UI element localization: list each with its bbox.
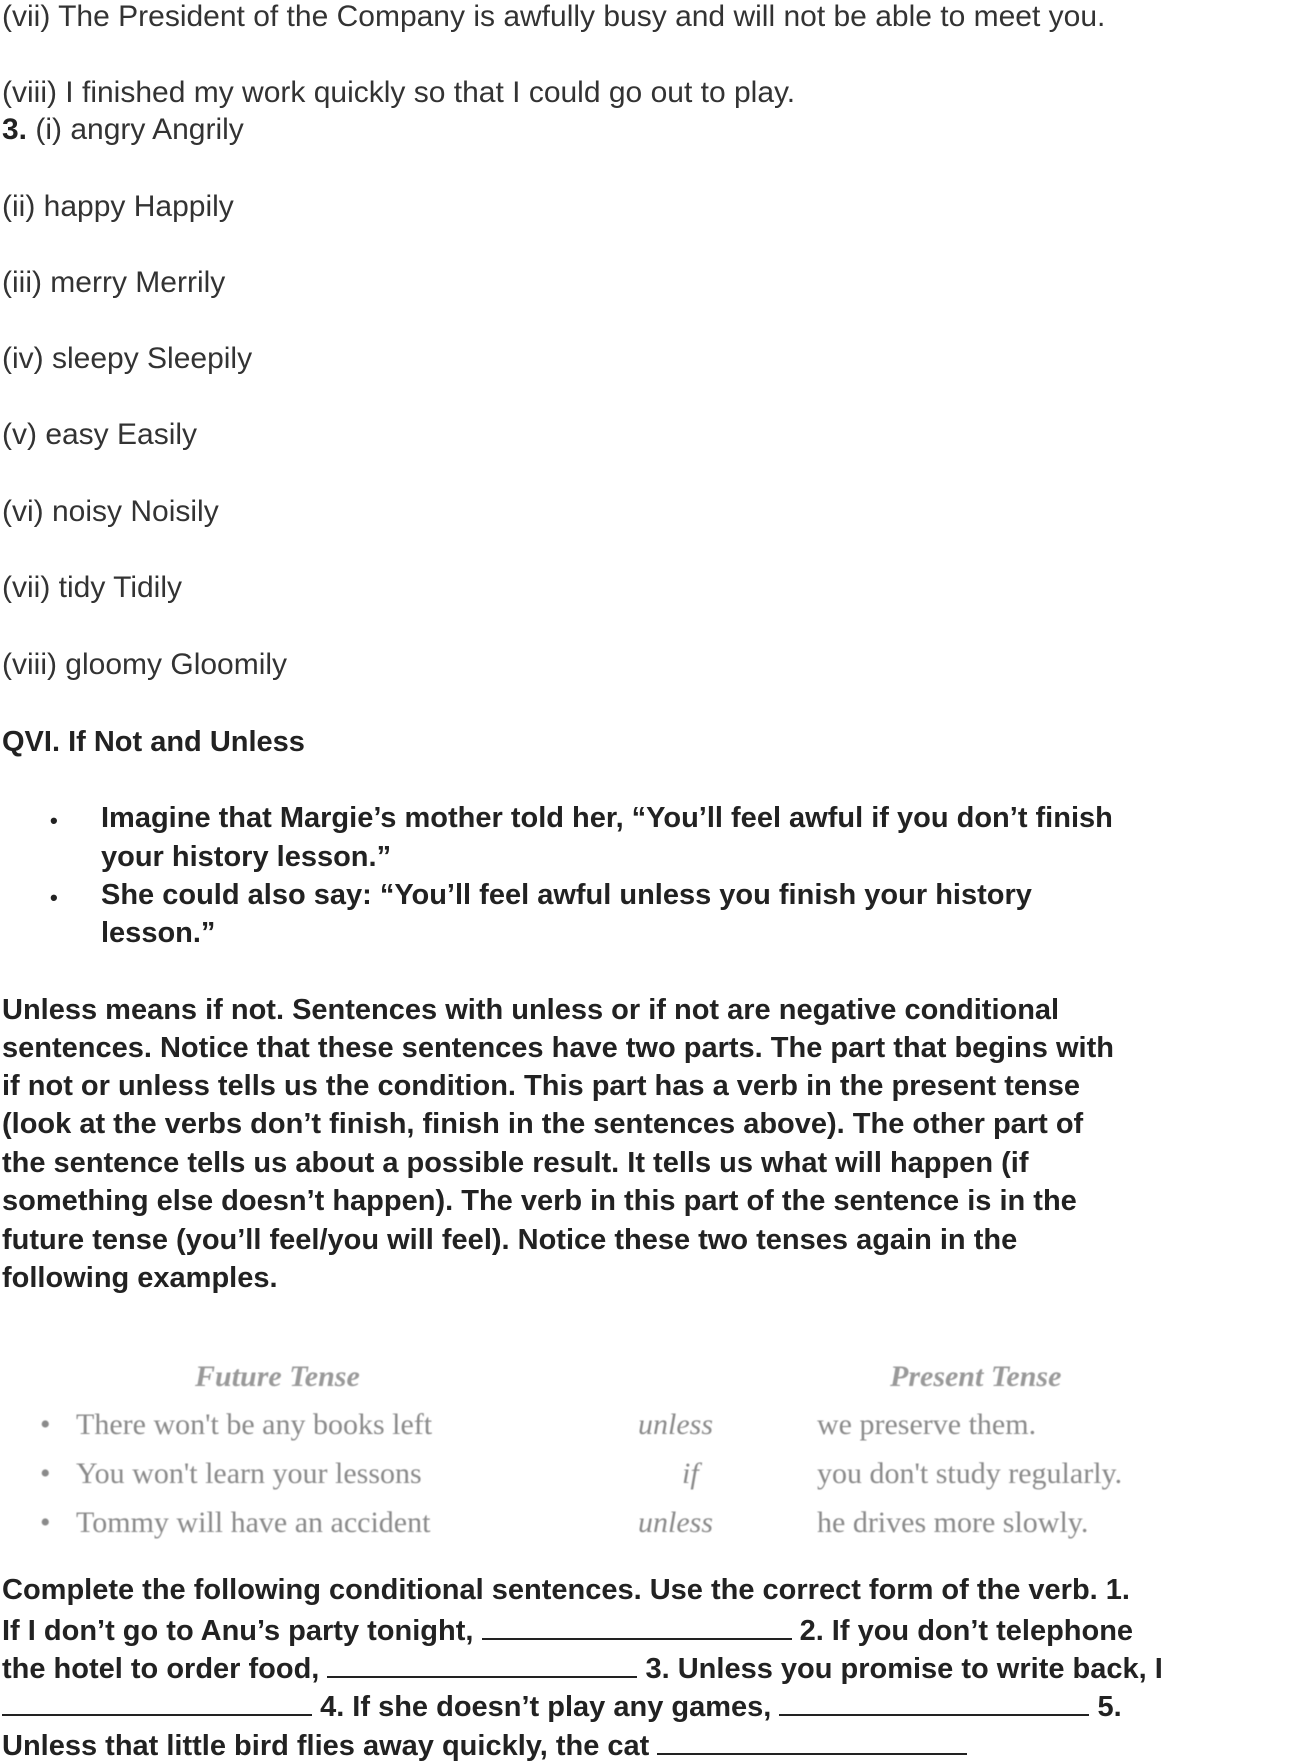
bullet-icon: • <box>40 1457 51 1490</box>
example-conjunction: if <box>682 1457 699 1490</box>
header-future-tense: Future Tense <box>195 1360 360 1393</box>
bullet-1-line-1: Imagine that Margie’s mother told her, “You’ll feel awful if you don’t finish <box>101 802 1113 834</box>
exercise-text: 5. <box>1097 1691 1122 1723</box>
example-present: we preserve them. <box>817 1408 1037 1441</box>
exercise-text: Unless that little bird flies away quickly, the cat <box>2 1730 650 1762</box>
q3-item-text: (i) angry Angrily <box>35 113 244 146</box>
bullet-1-line-2: your history lesson.” <box>101 841 392 873</box>
exercise-text: 3. Unless you promise to write back, I <box>645 1653 1163 1685</box>
bullet-2-line-1: She could also say: “You’ll feel awful unless you finish your history <box>101 879 1032 911</box>
bullet-icon: • <box>40 1506 51 1539</box>
header-present-tense: Present Tense <box>890 1360 1062 1393</box>
example-present: you don't study regularly. <box>817 1457 1123 1490</box>
answer-blank-3[interactable] <box>2 1690 312 1716</box>
paragraph-line: following examples. <box>2 1262 278 1294</box>
example-future: Tommy will have an accident <box>76 1506 431 1539</box>
exercise-line <box>2 1652 1163 1684</box>
exercise-text: If I don’t go to Anu’s party tonight, <box>2 1615 474 1647</box>
q3-number: 3. <box>2 113 28 146</box>
example-conjunction: unless <box>638 1408 713 1441</box>
answer-blank-5[interactable] <box>657 1729 967 1755</box>
answer-vii: (vii) The President of the Company is awfully busy and will not be able to meet you. <box>2 0 1106 33</box>
q3-item: (viii) gloomy Gloomily <box>2 648 288 681</box>
example-conjunction: unless <box>638 1506 713 1539</box>
bullet-icon: • <box>40 1408 51 1441</box>
bullet-icon: • <box>50 885 58 910</box>
section-title: QVI. If Not and Unless <box>2 726 305 758</box>
q3-item-1 <box>2 115 244 145</box>
paragraph-line: future tense (you’ll feel/you will feel). Notice these two tenses again in the <box>2 1224 1018 1256</box>
example-future: You won't learn your lessons <box>76 1457 422 1490</box>
q3-item: (v) easy Easily <box>2 418 198 451</box>
paragraph-line: if not or unless tells us the condition. This part has a verb in the present tense <box>2 1070 1081 1102</box>
q3-item: (vii) tidy Tidily <box>2 571 183 604</box>
answer-blank-4[interactable] <box>779 1690 1089 1716</box>
exercise-text: 2. If you don’t telephone <box>799 1615 1134 1647</box>
example-present: he drives more slowly. <box>817 1506 1089 1539</box>
answer-blank-2[interactable] <box>327 1652 637 1678</box>
exercise-line: Complete the following conditional sentences. Use the correct form of the verb. 1. <box>2 1574 1130 1606</box>
q3-item: (iv) sleepy Sleepily <box>2 342 253 375</box>
exercise-line <box>2 1729 967 1761</box>
answer-blank-1[interactable] <box>482 1614 792 1640</box>
exercise-text: 4. If she doesn’t play any games, <box>320 1691 772 1723</box>
example-future: There won't be any books left <box>76 1408 433 1441</box>
exercise-line <box>2 1614 1133 1646</box>
q3-item: (ii) happy Happily <box>2 190 234 223</box>
bullet-2-line-2: lesson.” <box>101 917 216 949</box>
paragraph-line: the sentence tells us about a possible result. It tells us what will happen (if <box>2 1147 1029 1179</box>
paragraph-line: Unless means if not. Sentences with unless or if not are negative conditional <box>2 994 1060 1026</box>
exercise-line <box>2 1690 1122 1722</box>
paragraph-line: sentences. Notice that these sentences have two parts. The part that begins with <box>2 1032 1114 1064</box>
exercise-text: the hotel to order food, <box>2 1653 320 1685</box>
paragraph-line: something else doesn’t happen). The verb in this part of the sentence is in the <box>2 1185 1077 1217</box>
bullet-icon: • <box>50 808 58 833</box>
q3-item: (iii) merry Merrily <box>2 266 226 299</box>
paragraph-line: (look at the verbs don’t finish, finish in the sentences above). The other part of <box>2 1108 1084 1140</box>
q3-item: (vi) noisy Noisily <box>2 495 219 528</box>
answer-viii: (viii) I finished my work quickly so that I could go out to play. <box>2 76 796 109</box>
